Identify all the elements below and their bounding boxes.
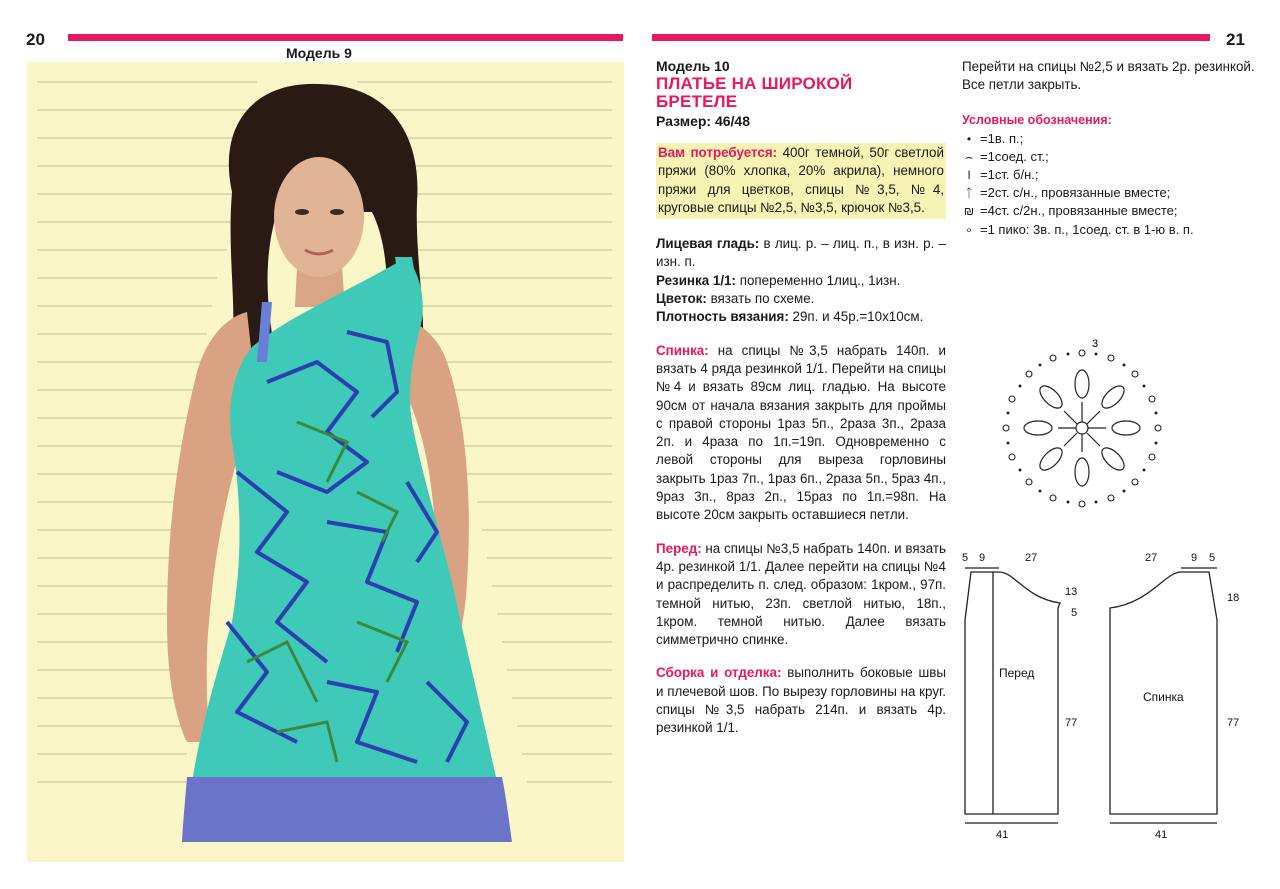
front-dim-b: 9 <box>979 552 986 564</box>
model-photo <box>27 62 624 862</box>
back-text: на спицы №3,5 набрать 140п. и вязать 4 ряда резинкой 1/1. Перейти на спицы №4 и вязать 89см лиц. гладью. На высоте 90см от начала вязания закрыть для проймы с правой стороны 1раз 5п., 2раза 3п., 2раза 2п. и 4раза по 1п.=19п. Одновременно с левой стороны для выреза горловины закрыть 1раз 7п., 1раз 6п., 2раза 5п., 5раз 4п., 9раз 3п., 8раз 2п., 15раз по 1п.=98п. На высоте 20см закрыть оставшиеся петли. <box>656 342 946 523</box>
front-dim-d: 13 <box>1065 586 1078 598</box>
front-label: Перед: <box>656 540 702 556</box>
stitch-paragraph <box>656 235 946 326</box>
front-label: Перед <box>999 666 1035 680</box>
model-number: Модель 10 <box>656 58 730 74</box>
page-number-left: 20 <box>26 30 45 49</box>
page-number-right: 21 <box>1226 30 1245 49</box>
legend-item: ₪ =4ст. с/2н., провязанные вместе; <box>962 202 1262 220</box>
stitch1-label: Лицевая гладь: <box>656 236 760 252</box>
stitch2-label: Резинка 1/1: <box>656 272 736 288</box>
assembly-text: выполнить боковые швы и плечевой шов. По вырезу горловины на круг. спицы №3,5 набрать 214п. и вязать 4р. резинкой 1/1. <box>656 665 946 736</box>
stitch1-text: в лиц. р. – лиц. п., в изн. р. – изн. п. <box>656 236 946 270</box>
stitch3-text: вязать по схеме. <box>706 291 815 307</box>
stitch3-label: Цветок: <box>656 291 707 307</box>
model-9-caption: Модель 9 <box>286 45 352 61</box>
legend-item: ǀ =1ст. б/н.; <box>962 166 1262 184</box>
legend-item: ᛏ =2ст. с/н., провязанные вместе; <box>962 184 1262 202</box>
photo-illustration <box>27 62 624 862</box>
legend-title: Условные обозначения: <box>962 112 1112 127</box>
flower-petals <box>1024 370 1140 486</box>
instructions-column <box>656 58 946 738</box>
materials-paragraph <box>656 143 946 219</box>
front-paragraph <box>656 540 946 650</box>
picot-icon: ∘ <box>965 222 973 237</box>
chain-dots <box>1007 353 1158 504</box>
tr4tog-icon: ₪ <box>963 204 975 219</box>
materials-text: 400г темной, 50г светлой пряжи (80% хлопка, 20% акрила), немного пряжи для цветков, спицы №3,5, №4, круговые спицы №2,5, №3,5, крючок №3,5. <box>658 145 944 215</box>
dc2tog-icon: ᛏ <box>965 186 973 201</box>
front-pattern-diagram <box>955 548 1095 848</box>
front-dim-c: 27 <box>1025 552 1038 564</box>
front-dim-a: 5 <box>962 552 969 564</box>
right-column <box>962 58 1262 239</box>
single-crochet-icon: ǀ <box>967 168 971 182</box>
header-bar-left <box>68 34 623 41</box>
article-title: ПЛАТЬЕ НА ШИРОКОЙ БРЕТЕЛЕ <box>656 74 853 111</box>
size-line: Размер: 46/48 <box>656 113 751 129</box>
back-dim-a: 27 <box>1145 552 1158 564</box>
back-dim-c: 5 <box>1209 552 1216 564</box>
back-dim-d: 18 <box>1227 592 1240 604</box>
slip-stitch-icon: ⌢ <box>965 149 973 164</box>
assembly-paragraph <box>656 664 946 737</box>
flower-chart <box>992 336 1172 516</box>
legend-list <box>962 130 1262 239</box>
chart-round-label: 3 <box>1092 338 1099 350</box>
stitch2-text: попеременно 1лиц., 1изн. <box>735 272 901 288</box>
back-pattern-diagram <box>1105 548 1245 848</box>
back-dim-width: 41 <box>1155 829 1168 841</box>
legend-item: ⌢ =1соед. ст.; <box>962 148 1262 166</box>
back-dim-height: 77 <box>1227 717 1240 729</box>
continuation-text: Перейти на спицы №2,5 и вязать 2р. резинкой. Все петли закрыть. <box>962 59 1255 93</box>
assembly-label: Сборка и отделка: <box>656 665 782 681</box>
front-text: на спицы №3,5 набрать 140п. и вязать 4р. резинкой 1/1. Далее перейти на спицы №4 и распределить п. след. образом: 1кром., 97п. темной нитью, 23п. светлой нитью, 18п., 1кром. темной нитью. Далее вязать симметрично спинке. <box>656 540 946 648</box>
gauge-label: Плотность вязания: <box>656 309 789 325</box>
chain-stitch-icon: • <box>966 131 972 146</box>
back-paragraph <box>656 342 946 525</box>
gauge-text: 29п. и 45р.=10x10см. <box>788 309 924 325</box>
front-outline <box>965 568 1060 823</box>
materials-label: Вам потребуется: <box>658 145 778 160</box>
front-dim-e: 5 <box>1071 607 1078 619</box>
back-label: Спинка: <box>656 342 709 358</box>
back-dim-b: 9 <box>1191 552 1198 564</box>
picot-ring <box>1003 350 1161 507</box>
header-bar-right <box>652 34 1210 41</box>
back-label: Спинка <box>1143 690 1184 704</box>
front-dim-width: 41 <box>996 829 1009 841</box>
legend-item: • =1в. п.; <box>962 130 1262 148</box>
front-dim-height: 77 <box>1065 717 1078 729</box>
legend-item: ∘ =1 пико: 3в. п., 1соед. ст. в 1-ю в. п. <box>962 221 1262 239</box>
